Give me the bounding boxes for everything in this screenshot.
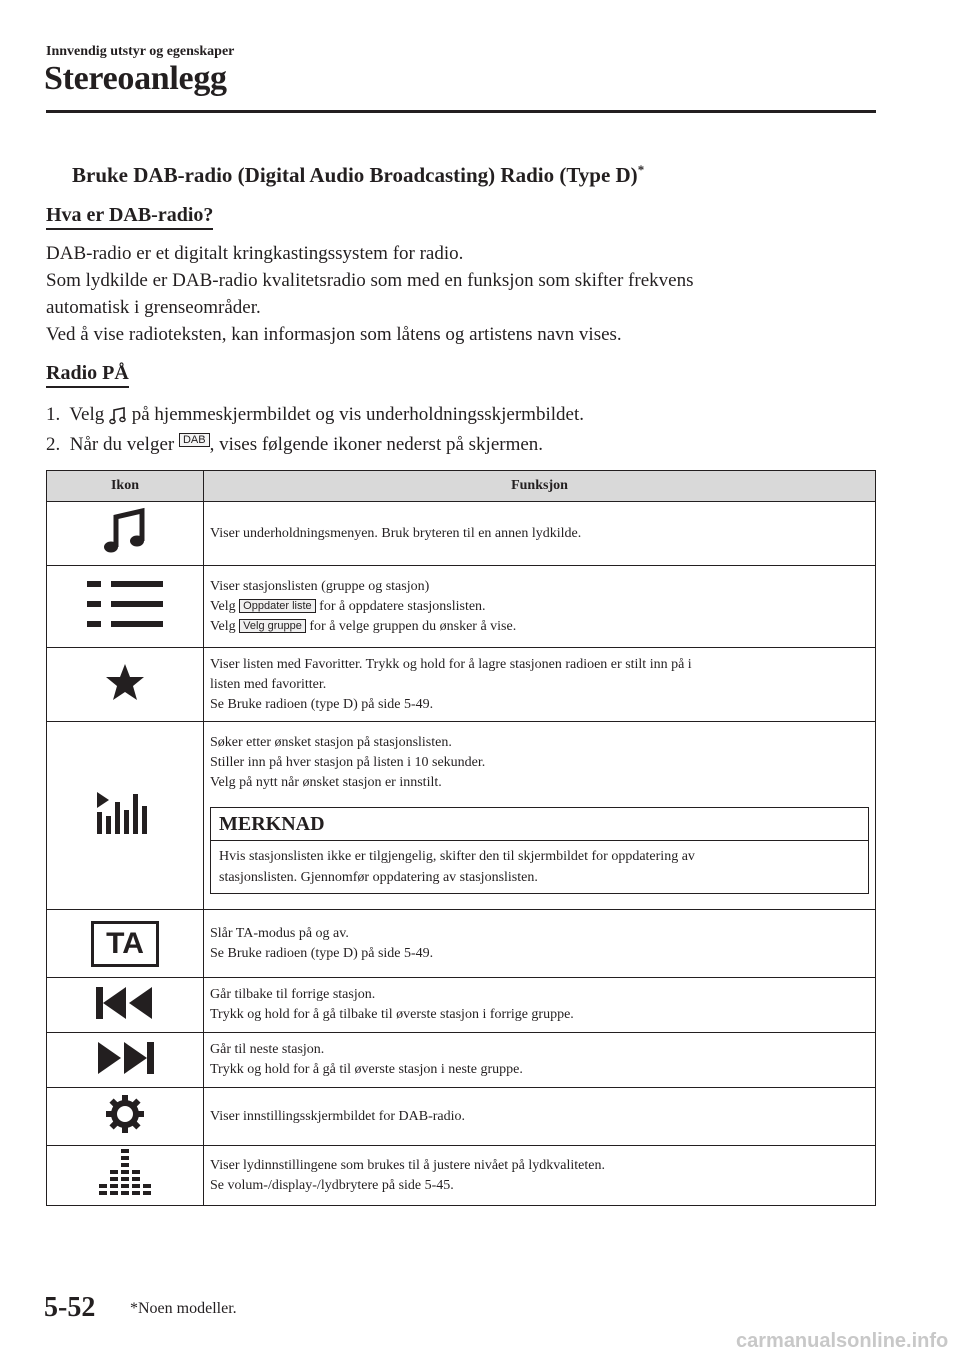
asterisk-mark: *	[637, 162, 645, 177]
dab-key-chip: DAB	[179, 433, 210, 447]
icon-cell	[47, 648, 204, 722]
table-row-music	[47, 502, 876, 566]
function-cell	[204, 1146, 876, 1206]
function-line: Trykk og hold for å gå til øverste stasjon i neste gruppe.	[210, 1062, 523, 1077]
radio-on-heading: Radio PÅ	[46, 362, 129, 388]
function-line: Velg på nytt når ønsket stasjon er innstilt.	[210, 775, 442, 790]
section-title	[72, 162, 644, 188]
icon-cell	[47, 1033, 204, 1088]
intro-line: Som lydkilde er DAB-radio kvalitetsradio som med en funksjon som skifter frekvens	[46, 270, 694, 291]
function-cell	[204, 978, 876, 1033]
function-line	[210, 617, 869, 637]
function-line: Går til neste stasjon.	[210, 1042, 325, 1057]
function-line: listen med favoritter.	[210, 676, 327, 692]
table-row-prev	[47, 978, 876, 1033]
note-box	[210, 807, 869, 894]
music-note-icon	[109, 406, 127, 426]
function-line: Stiller inn på hver stasjon på listen i 10 sekunder.	[210, 755, 486, 770]
icon-cell	[47, 1088, 204, 1146]
update-list-chip: Oppdater liste	[239, 599, 315, 613]
step-1-number: 1.	[46, 404, 61, 425]
page-title: Stereoanlegg	[44, 60, 227, 97]
gear-icon	[105, 1094, 145, 1134]
icon-cell	[47, 722, 204, 910]
table-row-list	[47, 566, 876, 648]
icon-cell	[47, 1146, 204, 1206]
icon-cell	[47, 978, 204, 1033]
table-row-favorite	[47, 648, 876, 722]
function-line: Se Bruke radioen (type D) på side 5-49.	[210, 945, 434, 961]
table-header-row	[47, 471, 876, 502]
section-title-text: Bruke DAB-radio (Digital Audio Broadcasting) Radio (Type D)	[72, 163, 638, 187]
icon-cell	[47, 502, 204, 566]
function-line: Viser lydinnstillingene som brukes til å justere nivået på lydkvaliteten.	[210, 1157, 605, 1173]
function-cell	[204, 648, 876, 722]
note-line: stasjonslisten. Gjennomfør oppdatering av stasjonslisten.	[219, 870, 538, 885]
select-group-chip: Velg gruppe	[239, 619, 306, 633]
steps	[46, 400, 876, 460]
step-2-text-b: , vises følgende ikoner nederst på skjermen.	[209, 434, 544, 455]
function-line: Se volum-/display-/lydbrytere på side 5-45.	[210, 1177, 454, 1193]
function-line: Viser listen med Favoritter. Trykk og hold for å lagre stasjonen radioen er stilt inn på i	[210, 656, 692, 672]
function-line: Trykk og hold for å gå tilbake til øverste stasjon i forrige gruppe.	[210, 1007, 574, 1022]
function-cell	[204, 910, 876, 978]
step-2-number: 2.	[46, 434, 61, 455]
function-cell	[204, 1033, 876, 1088]
equalizer-icon	[97, 1149, 153, 1197]
note-body	[211, 841, 868, 893]
title-rule	[46, 110, 876, 113]
skip-back-icon	[94, 985, 156, 1021]
column-header-function: Funksjon	[204, 471, 876, 502]
step-2	[46, 430, 876, 460]
velg-word: Velg	[210, 598, 236, 614]
table-row-ta	[47, 910, 876, 978]
function-line: Viser stasjonslisten (gruppe og stasjon)	[210, 578, 430, 594]
intro-line: automatisk i grenseområder.	[46, 297, 261, 318]
watermark: carmanualsonline.info	[736, 1330, 949, 1352]
table-row-settings	[47, 1088, 876, 1146]
intro-line: DAB-radio er et digitalt kringkastingssystem for radio.	[46, 243, 464, 264]
scan-icon	[93, 788, 157, 838]
select-group-text: for å velge gruppen du ønsker å vise.	[309, 618, 517, 634]
step-1	[46, 400, 876, 430]
step-2-text-a: Når du velger	[69, 434, 175, 455]
step-1-text-b: på hjemmeskjermbildet og vis underholdningsskjermbildet.	[131, 404, 584, 425]
table-row-scan	[47, 722, 876, 910]
what-is-heading: Hva er DAB-radio?	[46, 204, 213, 230]
step-1-text-a: Velg	[69, 404, 105, 425]
ta-icon-label: TA	[106, 926, 144, 960]
velg-word: Velg	[210, 618, 236, 634]
footnote: *Noen modeller.	[130, 1300, 237, 1317]
table-row-next	[47, 1033, 876, 1088]
ta-icon	[91, 921, 159, 967]
update-list-text: for å oppdatere stasjonslisten.	[319, 598, 486, 614]
function-cell	[204, 722, 876, 910]
chapter-label: Innvendig utstyr og egenskaper	[46, 44, 235, 59]
function-line: Søker etter ønsket stasjon på stasjonslisten.	[210, 735, 452, 750]
icon-function-table	[46, 470, 876, 1206]
intro-line: Ved å vise radioteksten, kan informasjon som låtens og artistens navn vises.	[46, 324, 622, 345]
function-cell: Viser underholdningsmenyen. Bruk bryteren til en annen lydkilde.	[204, 502, 876, 566]
page-number: 5-52	[44, 1292, 96, 1323]
function-line: Går tilbake til forrige stasjon.	[210, 987, 376, 1002]
column-header-icon: Ikon	[47, 471, 204, 502]
list-icon	[85, 579, 165, 629]
function-line: Slår TA-modus på og av.	[210, 925, 349, 941]
intro-text	[46, 240, 876, 348]
note-line: Hvis stasjonslisten ikke er tilgjengelig, skifter den til skjermbildet for oppdatering av	[219, 849, 695, 864]
table-row-sound	[47, 1146, 876, 1206]
note-heading: MERKNAD	[211, 808, 868, 841]
icon-cell	[47, 910, 204, 978]
music-note-icon	[99, 505, 151, 557]
skip-forward-icon	[94, 1040, 156, 1076]
icon-cell	[47, 566, 204, 648]
star-icon	[105, 662, 145, 702]
function-line: Se Bruke radioen (type D) på side 5-49.	[210, 696, 434, 712]
function-line	[210, 597, 869, 617]
function-cell	[204, 566, 876, 648]
function-cell: Viser innstillingsskjermbildet for DAB-radio.	[204, 1088, 876, 1146]
